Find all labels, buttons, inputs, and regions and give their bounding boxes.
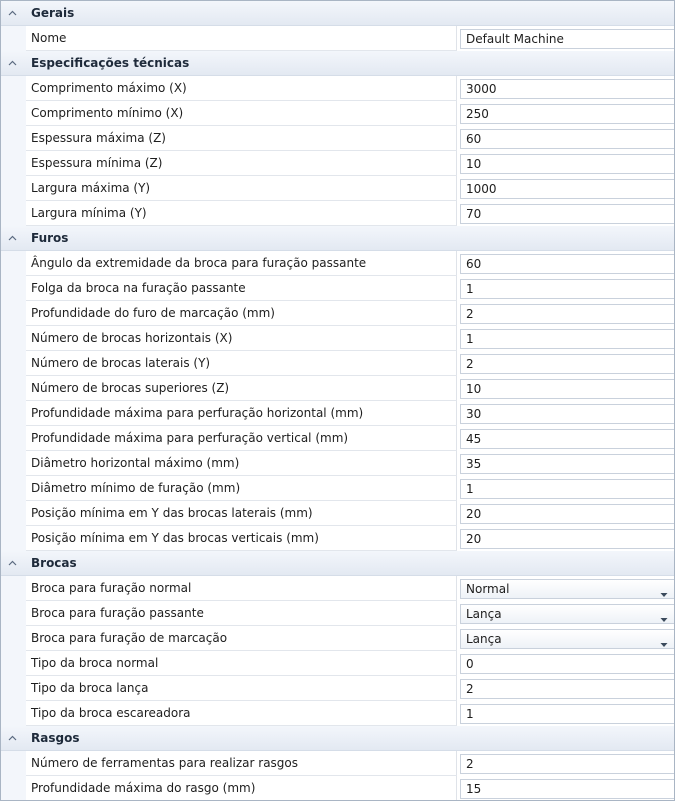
- category-1[interactable]: [1, 51, 674, 76]
- property-value: 0: [466, 657, 474, 671]
- property-label: Profundidade máxima para perfuração horizontal (mm): [26, 401, 457, 426]
- property-value: 2: [466, 682, 474, 696]
- row-indent: [1, 476, 26, 501]
- property-value: 1: [466, 282, 474, 296]
- property-label: Profundidade máxima para perfuração vertical (mm): [26, 426, 457, 451]
- property-input[interactable]: [460, 379, 675, 399]
- property-row: [1, 426, 674, 451]
- property-row: [1, 751, 674, 776]
- property-input[interactable]: [460, 654, 675, 674]
- property-label: Posição mínima em Y das brocas laterais (mm): [26, 501, 457, 526]
- dropdown-arrow-icon[interactable]: [660, 585, 668, 591]
- property-input[interactable]: [460, 154, 675, 174]
- property-input[interactable]: [460, 754, 675, 774]
- row-indent: [1, 526, 26, 551]
- property-label: Broca para furação passante: [26, 601, 457, 626]
- property-label: Posição mínima em Y das brocas verticais (mm): [26, 526, 457, 551]
- property-row: [1, 351, 674, 376]
- row-indent: [1, 376, 26, 401]
- row-indent: [1, 701, 26, 726]
- property-input[interactable]: [460, 679, 675, 699]
- property-input[interactable]: [460, 129, 675, 149]
- property-row: [1, 326, 674, 351]
- property-value: 60: [466, 132, 482, 146]
- property-label: Número de brocas superiores (Z): [26, 376, 457, 401]
- row-indent: [1, 776, 26, 801]
- row-indent: [1, 301, 26, 326]
- property-value: 1: [466, 332, 474, 346]
- property-row: [1, 301, 674, 326]
- row-indent: [1, 326, 26, 351]
- property-value: 2: [466, 757, 474, 771]
- property-row: [1, 526, 674, 551]
- property-label: Número de brocas laterais (Y): [26, 351, 457, 376]
- property-value: 20: [466, 507, 482, 521]
- property-label: Diâmetro mínimo de furação (mm): [26, 476, 457, 501]
- property-value: Normal: [466, 582, 510, 596]
- row-indent: [1, 76, 26, 101]
- property-value: 3000: [466, 82, 497, 96]
- property-row: [1, 251, 674, 276]
- property-row: [1, 151, 674, 176]
- row-indent: [1, 26, 26, 51]
- property-row: [1, 451, 674, 476]
- property-value: 2: [466, 357, 474, 371]
- property-row: [1, 376, 674, 401]
- property-row: [1, 701, 674, 726]
- property-input[interactable]: [460, 404, 675, 424]
- property-input[interactable]: [460, 479, 675, 499]
- dropdown-arrow-icon[interactable]: [660, 635, 668, 641]
- row-indent: [1, 151, 26, 176]
- chevron-up-icon[interactable]: [7, 8, 17, 18]
- property-value: 35: [466, 457, 482, 471]
- property-value: Lança: [466, 607, 502, 621]
- property-input[interactable]: [460, 779, 675, 799]
- row-indent: [1, 576, 26, 601]
- row-indent: [1, 651, 26, 676]
- property-row: [1, 676, 674, 701]
- row-indent: [1, 426, 26, 451]
- row-indent: [1, 251, 26, 276]
- property-label: Tipo da broca escareadora: [26, 701, 457, 726]
- category-2[interactable]: [1, 226, 674, 251]
- property-input[interactable]: [460, 254, 675, 274]
- property-value: 70: [466, 207, 482, 221]
- property-row: [1, 101, 674, 126]
- property-label: Tipo da broca normal: [26, 651, 457, 676]
- category-4[interactable]: [1, 726, 674, 751]
- property-row: [1, 176, 674, 201]
- chevron-up-icon[interactable]: [7, 233, 17, 243]
- property-label: Largura mínima (Y): [26, 201, 457, 226]
- property-row: [1, 276, 674, 301]
- property-row: [1, 776, 674, 801]
- property-label: Broca para furação de marcação: [26, 626, 457, 651]
- property-label: Número de ferramentas para realizar rasgos: [26, 751, 457, 776]
- property-label: Ângulo da extremidade da broca para furação passante: [26, 251, 457, 276]
- property-label: Tipo da broca lança: [26, 676, 457, 701]
- chevron-up-icon[interactable]: [7, 733, 17, 743]
- chevron-up-icon[interactable]: [7, 558, 17, 568]
- property-value: 45: [466, 432, 482, 446]
- property-input[interactable]: [460, 79, 675, 99]
- property-value: 60: [466, 257, 482, 271]
- dropdown-arrow-icon[interactable]: [660, 610, 668, 616]
- property-value: Lança: [466, 632, 502, 646]
- property-input[interactable]: [460, 29, 675, 49]
- row-indent: [1, 501, 26, 526]
- row-indent: [1, 201, 26, 226]
- category-title: Especificações técnicas: [31, 56, 190, 70]
- property-select[interactable]: [460, 629, 675, 649]
- property-label: Folga da broca na furação passante: [26, 276, 457, 301]
- property-label: Profundidade máxima do rasgo (mm): [26, 776, 457, 801]
- property-label: Broca para furação normal: [26, 576, 457, 601]
- row-indent: [1, 676, 26, 701]
- row-indent: [1, 626, 26, 651]
- property-input[interactable]: [460, 179, 675, 199]
- property-label: Largura máxima (Y): [26, 176, 457, 201]
- row-indent: [1, 176, 26, 201]
- property-label: Espessura máxima (Z): [26, 126, 457, 151]
- row-indent: [1, 126, 26, 151]
- property-value: Default Machine: [466, 32, 564, 46]
- property-value: 2: [466, 307, 474, 321]
- category-0[interactable]: [1, 1, 674, 26]
- property-value: 20: [466, 532, 482, 546]
- property-value: 1: [466, 707, 474, 721]
- property-input[interactable]: [460, 529, 675, 549]
- property-label: Espessura mínima (Z): [26, 151, 457, 176]
- category-3[interactable]: [1, 551, 674, 576]
- property-input[interactable]: [460, 454, 675, 474]
- row-indent: [1, 451, 26, 476]
- property-input[interactable]: [460, 329, 675, 349]
- property-value: 10: [466, 157, 482, 171]
- property-row: [1, 76, 674, 101]
- property-input[interactable]: [460, 279, 675, 299]
- row-indent: [1, 351, 26, 376]
- property-row: [1, 201, 674, 226]
- property-select[interactable]: [460, 579, 675, 599]
- category-title: Rasgos: [31, 731, 80, 745]
- property-value: 250: [466, 107, 489, 121]
- category-title: Furos: [31, 231, 69, 245]
- property-label: Número de brocas horizontais (X): [26, 326, 457, 351]
- property-row: [1, 126, 674, 151]
- row-indent: [1, 601, 26, 626]
- property-label: Comprimento mínimo (X): [26, 101, 457, 126]
- property-row: [1, 401, 674, 426]
- property-input[interactable]: [460, 204, 675, 224]
- property-label: Profundidade do furo de marcação (mm): [26, 301, 457, 326]
- property-label: Nome: [26, 26, 457, 51]
- property-input[interactable]: [460, 504, 675, 524]
- property-value: 30: [466, 407, 482, 421]
- chevron-up-icon[interactable]: [7, 58, 17, 68]
- property-select[interactable]: [460, 604, 675, 624]
- property-input[interactable]: [460, 104, 675, 124]
- property-row: [1, 601, 674, 626]
- property-input[interactable]: [460, 704, 675, 724]
- row-indent: [1, 751, 26, 776]
- property-row: [1, 651, 674, 676]
- property-label: Diâmetro horizontal máximo (mm): [26, 451, 457, 476]
- property-row: [1, 476, 674, 501]
- property-input[interactable]: [460, 304, 675, 324]
- row-indent: [1, 276, 26, 301]
- property-value: 1000: [466, 182, 497, 196]
- property-row: [1, 576, 674, 601]
- property-value: 1: [466, 482, 474, 496]
- property-label: Comprimento máximo (X): [26, 76, 457, 101]
- row-indent: [1, 101, 26, 126]
- property-value: 15: [466, 782, 482, 796]
- property-value: 10: [466, 382, 482, 396]
- property-row: [1, 26, 674, 51]
- row-indent: [1, 401, 26, 426]
- category-title: Brocas: [31, 556, 77, 570]
- property-input[interactable]: [460, 429, 675, 449]
- category-title: Gerais: [31, 6, 75, 20]
- property-input[interactable]: [460, 354, 675, 374]
- property-row: [1, 501, 674, 526]
- property-row: [1, 626, 674, 651]
